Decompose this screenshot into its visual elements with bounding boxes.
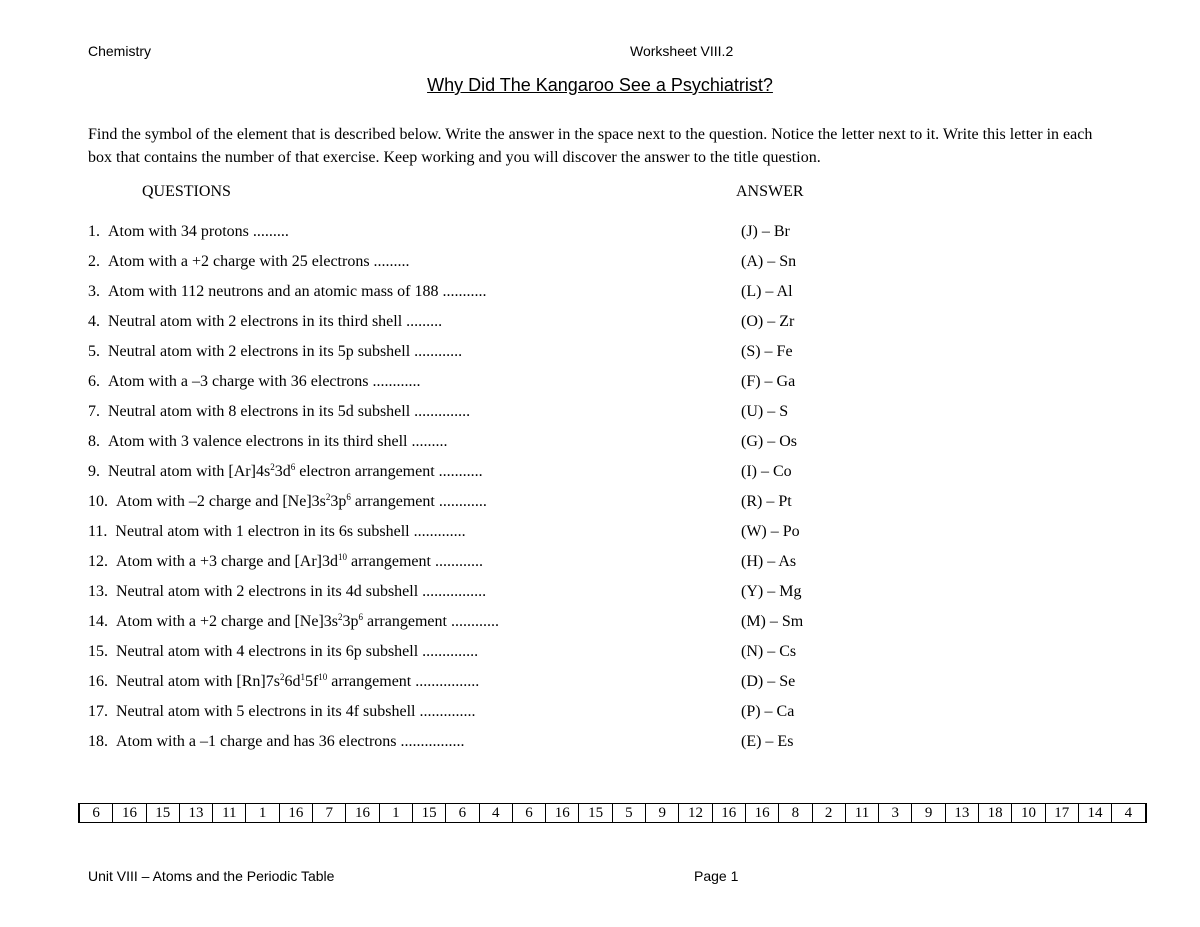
question-number: 14.	[88, 613, 116, 630]
answer-choice: (D) – Se	[741, 673, 796, 690]
answer-choice: (E) – Es	[741, 733, 794, 750]
question-number: 10.	[88, 493, 116, 510]
code-box: 8	[779, 804, 812, 823]
page-title: Why Did The Kangaroo See a Psychiatrist?	[427, 75, 773, 95]
question-text: Atom with a –1 charge and has 36 electrons ................	[116, 733, 465, 750]
footer-unit: Unit VIII – Atoms and the Periodic Table	[88, 868, 335, 884]
question-number: 8.	[88, 433, 108, 450]
question-number: 6.	[88, 373, 108, 390]
code-box: 11	[845, 804, 878, 823]
code-box: 13	[179, 804, 212, 823]
question-number: 5.	[88, 343, 108, 360]
question-item	[88, 283, 486, 301]
question-item	[88, 493, 487, 511]
answer-choice: (F) – Ga	[741, 373, 796, 390]
code-box: 1	[379, 804, 412, 823]
question-item	[88, 313, 442, 331]
question-text: Neutral atom with 2 electrons in its third shell .........	[108, 313, 443, 330]
question-text: arrangement ................	[327, 673, 480, 690]
question-text: Atom with a +3 charge and [Ar]3d	[116, 553, 338, 570]
answer-choice: (O) – Zr	[741, 313, 795, 330]
question-item	[88, 733, 465, 751]
code-box: 16	[712, 804, 745, 823]
header-subject: Chemistry	[88, 43, 152, 59]
question-item	[88, 553, 483, 571]
question-item	[88, 703, 476, 721]
code-box: 13	[945, 804, 978, 823]
superscript: 2	[279, 672, 285, 682]
question-text: Neutral atom with [Rn]7s	[116, 673, 280, 690]
question-number: 2.	[88, 253, 108, 270]
question-text: Neutral atom with [Ar]4s	[108, 463, 271, 480]
code-box: 4	[1112, 804, 1146, 823]
question-item	[88, 373, 421, 391]
code-box: 16	[346, 804, 379, 823]
superscript: 2	[270, 462, 275, 472]
question-number: 1.	[88, 223, 108, 240]
code-box: 15	[412, 804, 445, 823]
code-box: 11	[213, 804, 246, 823]
code-box: 18	[979, 804, 1012, 823]
answer-choice: (N) – Cs	[741, 643, 797, 660]
question-text: Atom with 34 protons .........	[108, 223, 289, 240]
code-box: 15	[579, 804, 612, 823]
code-box: 9	[912, 804, 945, 823]
question-item	[88, 253, 410, 271]
answer-choice: (A) – Sn	[741, 253, 797, 270]
answer-choice: (Y) – Mg	[741, 583, 802, 600]
code-box: 6	[512, 804, 545, 823]
question-text: Neutral atom with 5 electrons in its 4f subshell ..............	[116, 703, 476, 720]
question-text: 3p	[342, 613, 359, 630]
code-box: 14	[1078, 804, 1111, 823]
question-number: 13.	[88, 583, 116, 600]
question-item	[88, 673, 479, 691]
code-box: 4	[479, 804, 512, 823]
question-number: 12.	[88, 553, 116, 570]
question-text: electron arrangement ...........	[295, 463, 483, 480]
code-box: 1	[246, 804, 279, 823]
code-box: 16	[279, 804, 312, 823]
answer-choice: (S) – Fe	[741, 343, 793, 360]
answer-choice: (U) – S	[741, 403, 789, 420]
superscript: 10	[318, 672, 328, 682]
question-text: Atom with a –3 charge with 36 electrons ............	[108, 373, 421, 390]
code-box: 6	[446, 804, 479, 823]
answer-heading: ANSWER	[736, 183, 804, 200]
question-text: Atom with 3 valence electrons in its third shell .........	[108, 433, 448, 450]
question-text: Atom with 112 neutrons and an atomic mass of 188 ...........	[108, 283, 487, 300]
superscript: 1	[300, 672, 305, 682]
answer-choice: (W) – Po	[741, 523, 800, 540]
question-text: arrangement ............	[363, 613, 499, 630]
question-number: 9.	[88, 463, 108, 480]
questions-heading: QUESTIONS	[142, 183, 231, 200]
superscript: 6	[290, 462, 296, 472]
superscript: 2	[325, 492, 331, 502]
question-number: 3.	[88, 283, 108, 300]
question-item	[88, 343, 462, 361]
header-worksheet: Worksheet VIII.2	[630, 43, 734, 59]
question-number: 11.	[88, 523, 116, 540]
code-box: 7	[313, 804, 346, 823]
answer-choice: (J) – Br	[741, 223, 790, 240]
superscript: 10	[338, 552, 347, 562]
question-text: arrangement ............	[350, 493, 487, 510]
question-item	[88, 403, 470, 421]
question-text: 3p	[330, 493, 347, 510]
question-number: 18.	[88, 733, 116, 750]
question-item	[88, 223, 289, 241]
answer-choice: (L) – Al	[741, 283, 793, 300]
code-box: 16	[546, 804, 579, 823]
question-text: arrangement ............	[347, 553, 483, 570]
answer-choice: (H) – As	[741, 553, 797, 570]
question-text: Neutral atom with 1 electron in its 6s subshell .............	[115, 523, 466, 540]
question-item	[88, 433, 448, 451]
question-text: Neutral atom with 2 electrons in its 5p subshell ............	[108, 343, 463, 360]
answer-choice: (G) – Os	[741, 433, 797, 450]
answer-choice: (P) – Ca	[741, 703, 795, 720]
code-box: 17	[1045, 804, 1078, 823]
instructions: Find the symbol of the element that is described below. Write the answer in the space next to the question. Notice the letter next to it. Write this letter in each box that contains the number of that exercise. Keep working and you will discover the answer to the title question.	[88, 126, 1093, 166]
question-item	[88, 523, 466, 541]
answer-choice: (I) – Co	[741, 463, 792, 480]
question-item	[88, 463, 483, 481]
footer-page: Page 1	[694, 868, 739, 884]
question-text: Neutral atom with 4 electrons in its 6p subshell ..............	[116, 643, 479, 660]
code-box: 16	[745, 804, 778, 823]
superscript: 2	[338, 612, 343, 622]
code-box: 5	[612, 804, 645, 823]
question-number: 15.	[88, 643, 116, 660]
question-number: 4.	[88, 313, 108, 330]
question-text: Atom with –2 charge and [Ne]3s	[116, 493, 326, 510]
question-text: Neutral atom with 8 electrons in its 5d subshell ..............	[108, 403, 471, 420]
code-box: 9	[646, 804, 679, 823]
code-box: 16	[113, 804, 146, 823]
code-box: 12	[679, 804, 712, 823]
question-text: Neutral atom with 2 electrons in its 4d subshell ................	[116, 583, 487, 600]
code-box: 15	[146, 804, 179, 823]
question-text: 5f	[304, 673, 319, 690]
question-number: 17.	[88, 703, 116, 720]
answer-choice: (R) – Pt	[741, 493, 792, 510]
question-item	[88, 583, 486, 601]
question-number: 16.	[88, 673, 116, 690]
superscript: 6	[346, 492, 351, 502]
question-text: 3d	[274, 463, 291, 480]
code-box: 3	[879, 804, 912, 823]
question-item	[88, 613, 499, 631]
answer-code-boxes	[78, 803, 1147, 823]
superscript: 6	[358, 612, 363, 622]
question-text: 6d	[284, 673, 301, 690]
code-box: 10	[1012, 804, 1045, 823]
code-box: 2	[812, 804, 845, 823]
question-number: 7.	[88, 403, 108, 420]
code-box: 6	[79, 804, 113, 823]
question-text: Atom with a +2 charge with 25 electrons .........	[108, 253, 410, 270]
question-text: Atom with a +2 charge and [Ne]3s	[116, 613, 338, 630]
answer-choice: (M) – Sm	[741, 613, 804, 630]
question-item	[88, 643, 478, 661]
